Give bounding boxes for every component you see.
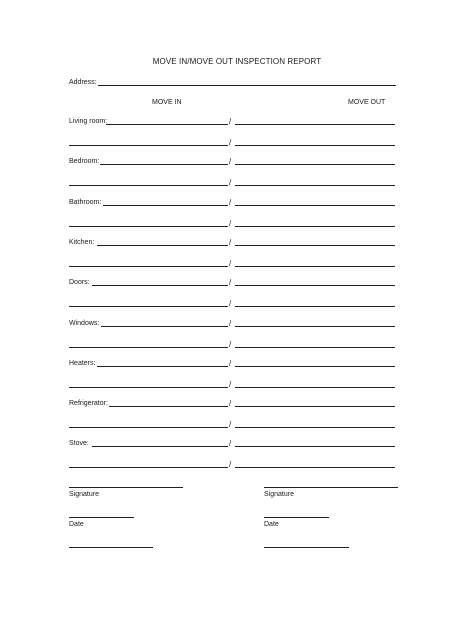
move-in-extra-field[interactable] — [69, 547, 153, 548]
room-label: Kitchen: — [69, 239, 95, 246]
move-in-field[interactable] — [69, 306, 228, 307]
address-field[interactable] — [98, 85, 396, 86]
room-label: Windows: — [69, 320, 100, 327]
room-label: Bedroom: — [69, 158, 100, 165]
move-in-field[interactable] — [69, 185, 228, 186]
move-out-field[interactable] — [235, 205, 395, 206]
move-in-field[interactable] — [69, 226, 228, 227]
move-in-field[interactable] — [69, 145, 228, 146]
column-divider-slash: / — [229, 138, 232, 147]
move-in-field[interactable] — [69, 266, 228, 267]
move-out-extra-field[interactable] — [264, 547, 349, 548]
column-divider-slash: / — [229, 157, 232, 166]
column-divider-slash: / — [229, 319, 232, 328]
move-out-header: MOVE OUT — [348, 99, 386, 106]
move-in-field[interactable] — [92, 285, 228, 286]
move-out-field[interactable] — [235, 446, 395, 447]
column-divider-slash: / — [229, 420, 232, 429]
room-label: Heaters: — [69, 360, 96, 367]
move-out-field[interactable] — [235, 306, 395, 307]
column-divider-slash: / — [229, 460, 232, 469]
move-out-signature-field[interactable] — [264, 487, 398, 488]
room-label: Living room: — [69, 118, 108, 125]
move-in-header: MOVE IN — [152, 99, 182, 106]
move-out-signature-label: Signature — [264, 491, 294, 498]
move-out-field[interactable] — [235, 467, 395, 468]
column-divider-slash: / — [229, 359, 232, 368]
move-in-field[interactable] — [100, 164, 228, 165]
column-divider-slash: / — [229, 178, 232, 187]
address-label: Address: — [69, 79, 97, 86]
move-in-date-label: Date — [69, 521, 84, 528]
report-title: MOVE IN/MOVE OUT INSPECTION REPORT — [152, 57, 322, 66]
move-out-field[interactable] — [235, 285, 395, 286]
room-label: Stove: — [69, 440, 89, 447]
column-divider-slash: / — [229, 380, 232, 389]
move-in-field[interactable] — [69, 427, 228, 428]
move-out-field[interactable] — [235, 406, 395, 407]
column-divider-slash: / — [229, 340, 232, 349]
move-out-field[interactable] — [235, 164, 395, 165]
move-in-field[interactable] — [97, 366, 228, 367]
column-divider-slash: / — [229, 219, 232, 228]
move-in-signature-label: Signature — [69, 491, 99, 498]
room-label: Bathroom: — [69, 199, 102, 206]
move-out-field[interactable] — [235, 124, 395, 125]
move-out-field[interactable] — [235, 226, 395, 227]
move-in-field[interactable] — [92, 446, 228, 447]
move-in-date-field[interactable] — [69, 517, 134, 518]
move-out-field[interactable] — [235, 366, 395, 367]
move-in-field[interactable] — [109, 406, 228, 407]
column-divider-slash: / — [229, 259, 232, 268]
move-in-field[interactable] — [69, 347, 228, 348]
move-in-field[interactable] — [69, 467, 228, 468]
move-out-field[interactable] — [235, 427, 395, 428]
column-divider-slash: / — [229, 299, 232, 308]
move-in-signature-field[interactable] — [69, 487, 183, 488]
move-out-field[interactable] — [235, 266, 395, 267]
move-in-field[interactable] — [103, 205, 228, 206]
move-in-field[interactable] — [106, 124, 228, 125]
room-label: Refrigerator: — [69, 400, 108, 407]
move-out-date-label: Date — [264, 521, 279, 528]
column-divider-slash: / — [229, 399, 232, 408]
move-out-field[interactable] — [235, 145, 395, 146]
column-divider-slash: / — [229, 439, 232, 448]
column-divider-slash: / — [229, 278, 232, 287]
move-out-field[interactable] — [235, 185, 395, 186]
column-divider-slash: / — [229, 117, 232, 126]
move-in-field[interactable] — [97, 245, 228, 246]
move-out-date-field[interactable] — [264, 517, 329, 518]
move-out-field[interactable] — [235, 387, 395, 388]
move-out-field[interactable] — [235, 245, 395, 246]
move-in-field[interactable] — [69, 387, 228, 388]
column-divider-slash: / — [229, 198, 232, 207]
room-label: Doors: — [69, 279, 90, 286]
move-out-field[interactable] — [235, 347, 395, 348]
column-divider-slash: / — [229, 238, 232, 247]
move-out-field[interactable] — [235, 326, 395, 327]
move-in-field[interactable] — [101, 326, 228, 327]
